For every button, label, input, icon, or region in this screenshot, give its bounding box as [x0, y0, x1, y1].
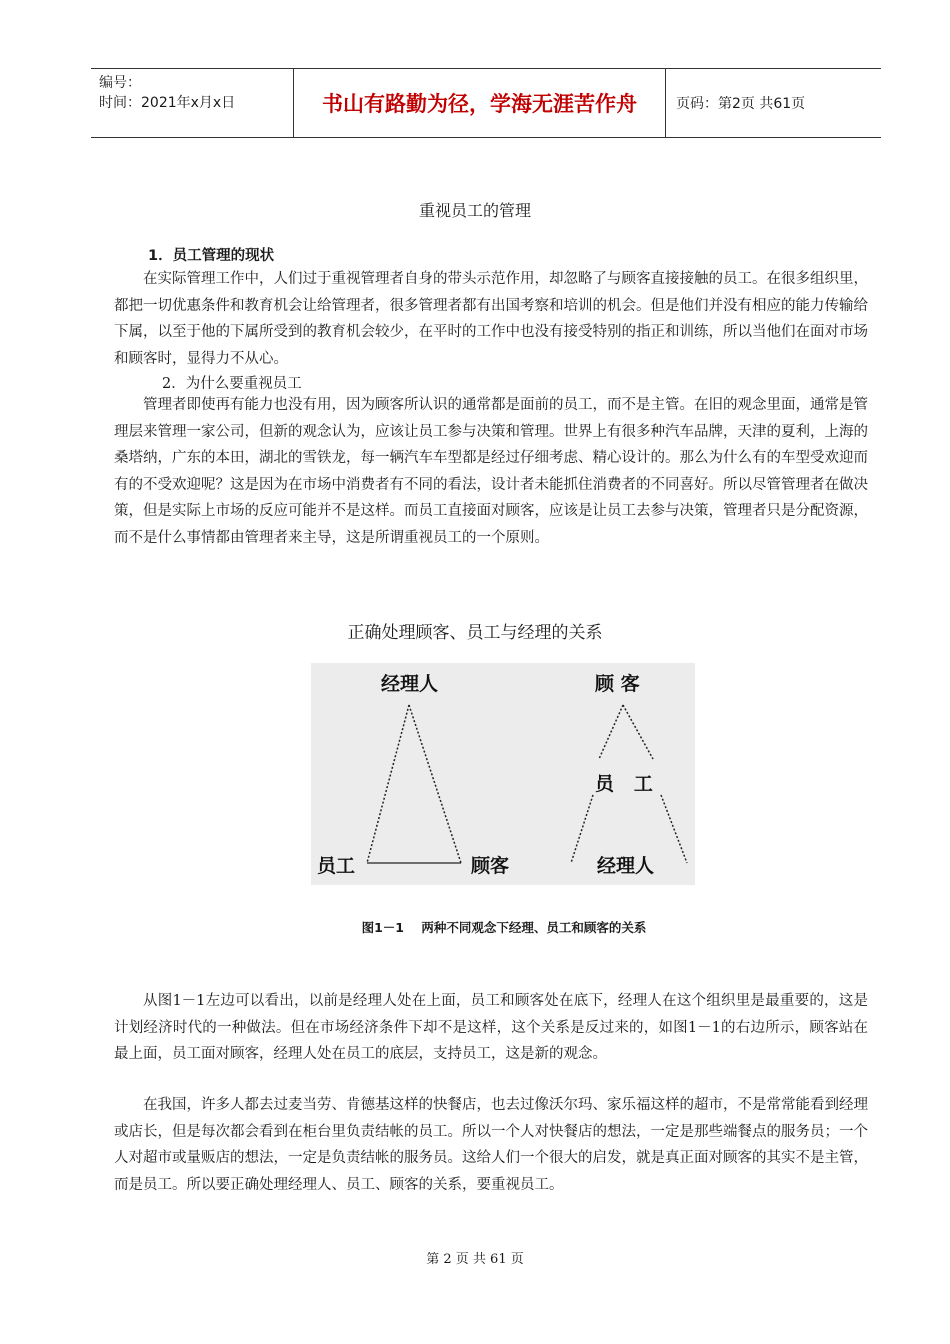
relationship-diagram	[311, 663, 695, 885]
left-triangle-right-edge	[409, 705, 461, 863]
header-slogan: 书山有路勤为径，学海无涯苦作舟	[293, 69, 666, 137]
right-lower-left-edge	[571, 795, 593, 863]
left-top-label: 经理人	[381, 673, 439, 695]
section2-paragraph: 管理者即使再有能力也没有用，因为顾客所认识的通常都是面前的员工，而不是主管。在旧的观念里面，通常是管理层来管理一家公司，但新的观念认为，应该让员工参与决策和管理。世界上有很多种汽车品牌，天津的夏利，上海的桑塔纳，广东的本田，湖北的雪铁龙，每一辆汽车车型都是经过仔细考虑、精心设计的。那么为什么有的车型受欢迎而有的不受欢迎呢？这是因为在市场中消费者有不同的看法，设计者未能抓住消费者的不同喜好。所以尽管管理者在做决策，但是实际上市场的反应可能并不是这样。而员工直接面对顾客，应该是让员工去参与决策，管理者只是分配资源，而不是什么事情都由管理者来主导，这是所谓重视员工的一个原则。	[114, 397, 868, 546]
section2-body	[114, 392, 868, 551]
body-paragraph-1-wrap	[114, 988, 868, 1068]
section1-heading: 1．员工管理的现状	[148, 248, 275, 264]
number-label: 编号：	[99, 75, 141, 91]
body-paragraph-2: 在我国，许多人都去过麦当劳、肯德基这样的快餐店，也去过像沃尔玛、家乐福这样的超市，不是常常能看到经理或店长，但是每次都会看到在柜台里负责结帐的员工。所以一个人对快餐店的想法，一定是那些端餐点的服务员；一个人对超市或量贩店的想法，一定是负责结帐的服务员。这给人们一个很大的启发，就是真正面对顾客的其实不是主管，而是员工。所以要正确处理经理人、员工、顾客的关系，要重视员工。	[114, 1097, 868, 1193]
left-bottom-right-label: 顾客	[471, 855, 510, 877]
right-top-label: 顾 客	[595, 673, 640, 695]
doc-title: 重视员工的管理	[418, 201, 531, 220]
right-bottom-label: 经理人	[597, 855, 655, 877]
right-upper-right-edge	[623, 705, 653, 759]
right-middle-label: 员 工	[595, 773, 653, 795]
right-upper-left-edge	[599, 705, 623, 759]
header-meta	[91, 69, 293, 137]
section1-paragraph: 在实际管理工作中，人们过于重视管理者自身的带头示范作用，却忽略了与顾客直接接触的员工。在很多组织里，都把一切优惠条件和教育机会让给管理者，很多管理者都有出国考察和培训的机会。但是他们并没有相应的能力传输给下属，以至于他的下属所受到的教育机会较少，在平时的工作中也没有接受特别的指正和训练，所以当他们在面对市场和顾客时，显得力不从心。	[114, 271, 868, 367]
header-page-label: 页码：第2页 共61页	[676, 96, 806, 112]
right-lower-right-edge	[661, 795, 687, 863]
section1-body	[114, 266, 868, 372]
body-paragraph-1: 从图1－1左边可以看出，以前是经理人处在上面，员工和顾客处在底下，经理人在这个组织里是最重要的，这是计划经济时代的一种做法。但在市场经济条件下却不是这样，这个关系是反过来的，如图1－1的右边所示，顾客站在最上面，员工面对顾客，经理人处在员工的底层，支持员工，这是新的观念。	[114, 993, 868, 1062]
section2-heading: 2．为什么要重视员工	[162, 376, 302, 392]
left-bottom-left-label: 员工	[317, 855, 356, 877]
page-footer: 第 2 页 共 61 页	[426, 1252, 524, 1267]
left-triangle-left-edge	[367, 705, 409, 863]
figure-heading: 正确处理顾客、员工与经理的关系	[347, 623, 603, 643]
body-paragraph-2-wrap	[114, 1092, 868, 1198]
time-label: 时间：2021年x月x日	[99, 95, 236, 111]
page-header	[91, 68, 881, 138]
figure-caption: 图1－1 两种不同观念下经理、员工和顾客的关系	[361, 920, 647, 935]
